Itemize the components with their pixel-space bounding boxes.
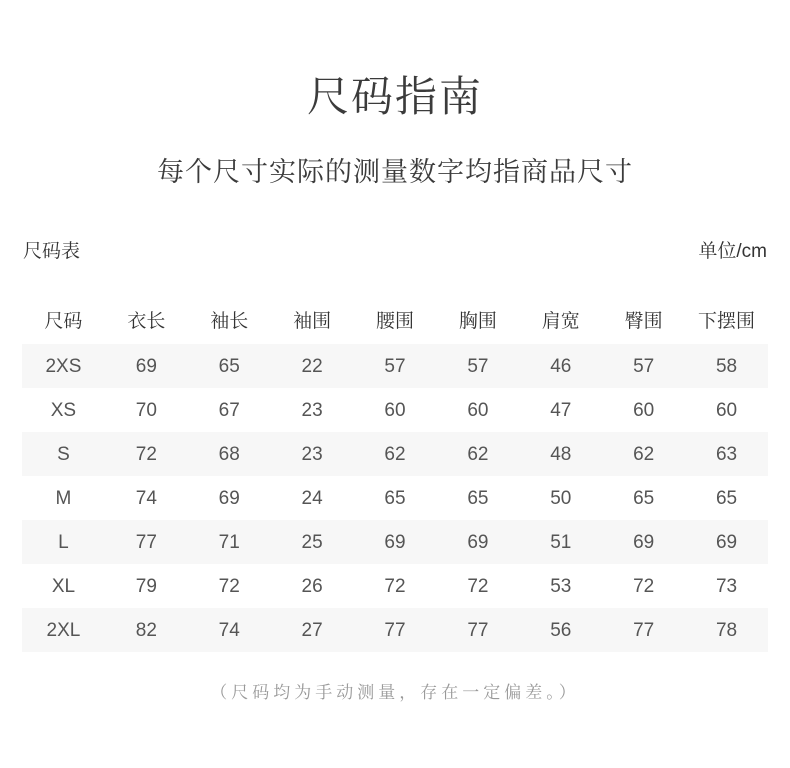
- table-cell: 62: [384, 443, 406, 465]
- table-cell: 72: [384, 575, 406, 597]
- table-cell: XS: [50, 399, 77, 421]
- table-cell: 48: [550, 443, 572, 465]
- table-cell: M: [55, 487, 72, 509]
- table-cell: 65: [467, 487, 489, 509]
- table-cell: 袖长: [210, 310, 249, 332]
- table-cell: 57: [633, 355, 655, 377]
- table-cell: XL: [51, 575, 76, 597]
- table-row: [22, 520, 768, 564]
- table-cell: 47: [550, 399, 572, 421]
- table-cell: 60: [633, 399, 655, 421]
- measurement-disclaimer: （尺码均为手动测量，存在一定偏差。）: [210, 683, 580, 702]
- table-cell: 51: [550, 531, 572, 553]
- table-cell: 65: [384, 487, 406, 509]
- size-table-label: 尺码表: [23, 241, 81, 262]
- table-cell: 60: [467, 399, 489, 421]
- table-cell: 69: [384, 531, 406, 553]
- table-row: [22, 608, 768, 652]
- table-cell: 23: [301, 399, 323, 421]
- table-cell: 69: [633, 531, 655, 553]
- table-cell: 27: [301, 619, 323, 641]
- size-table: [22, 298, 768, 652]
- table-cell: 57: [384, 355, 406, 377]
- table-row: [22, 476, 768, 520]
- table-cell: 2XS: [45, 355, 82, 377]
- table-cell: 46: [550, 355, 572, 377]
- table-cell: 60: [384, 399, 406, 421]
- table-cell: L: [58, 531, 69, 553]
- table-row: [22, 344, 768, 388]
- table-cell: 72: [633, 575, 655, 597]
- table-cell: 26: [301, 575, 323, 597]
- table-cell: 65: [715, 487, 738, 509]
- table-cell: 69: [467, 531, 489, 553]
- table-cell: 77: [384, 619, 406, 641]
- table-cell: 50: [550, 487, 572, 509]
- table-cell: 23: [301, 443, 323, 465]
- table-cell: 72: [218, 575, 240, 597]
- table-cell: 65: [218, 355, 240, 377]
- table-row: [22, 564, 768, 608]
- table-cell: 53: [550, 575, 572, 597]
- table-cell: 72: [135, 443, 157, 465]
- table-cell: 58: [715, 355, 738, 377]
- table-cell: 62: [467, 443, 489, 465]
- table-cell: 肩宽: [541, 310, 580, 332]
- table-cell: 77: [467, 619, 489, 641]
- table-cell: 袖围: [293, 310, 332, 332]
- table-cell: 74: [135, 487, 157, 509]
- table-cell: 82: [135, 619, 157, 641]
- table-cell: 74: [218, 619, 240, 641]
- table-cell: 63: [715, 443, 738, 465]
- table-cell: 71: [218, 531, 240, 553]
- table-cell: 2XL: [46, 619, 81, 641]
- table-cell: 胸围: [458, 310, 497, 332]
- page-subtitle: 每个尺寸实际的测量数字均指商品尺寸: [157, 157, 633, 187]
- page-title: 尺码指南: [306, 73, 483, 120]
- table-cell: 72: [467, 575, 489, 597]
- table-row: [22, 388, 768, 432]
- table-cell: 60: [715, 399, 738, 421]
- table-cell: 70: [135, 399, 157, 421]
- table-cell: 腰围: [375, 310, 414, 332]
- table-cell: 69: [135, 355, 157, 377]
- table-cell: 24: [301, 487, 323, 509]
- table-cell: 22: [301, 355, 323, 377]
- table-cell: 下摆围: [698, 310, 756, 332]
- table-cell: 56: [550, 619, 572, 641]
- unit-label: 单位/cm: [698, 241, 767, 262]
- table-cell: 65: [633, 487, 655, 509]
- table-cell: 69: [218, 487, 240, 509]
- table-cell: 78: [715, 619, 738, 641]
- table-cell: 25: [301, 531, 323, 553]
- table-cell: 尺码: [44, 310, 83, 332]
- table-cell: 衣长: [127, 310, 166, 332]
- table-cell: 臀围: [624, 310, 663, 332]
- table-cell: 68: [218, 443, 240, 465]
- table-cell: S: [57, 443, 70, 465]
- table-cell: 77: [135, 531, 157, 553]
- table-cell: 62: [633, 443, 655, 465]
- table-header-row: [22, 298, 768, 344]
- table-cell: 67: [218, 399, 240, 421]
- table-cell: 77: [633, 619, 655, 641]
- table-cell: 57: [467, 355, 489, 377]
- table-cell: 73: [715, 575, 738, 597]
- table-cell: 79: [135, 575, 157, 597]
- table-cell: 69: [715, 531, 738, 553]
- table-meta-row: [0, 242, 790, 261]
- table-row: [22, 432, 768, 476]
